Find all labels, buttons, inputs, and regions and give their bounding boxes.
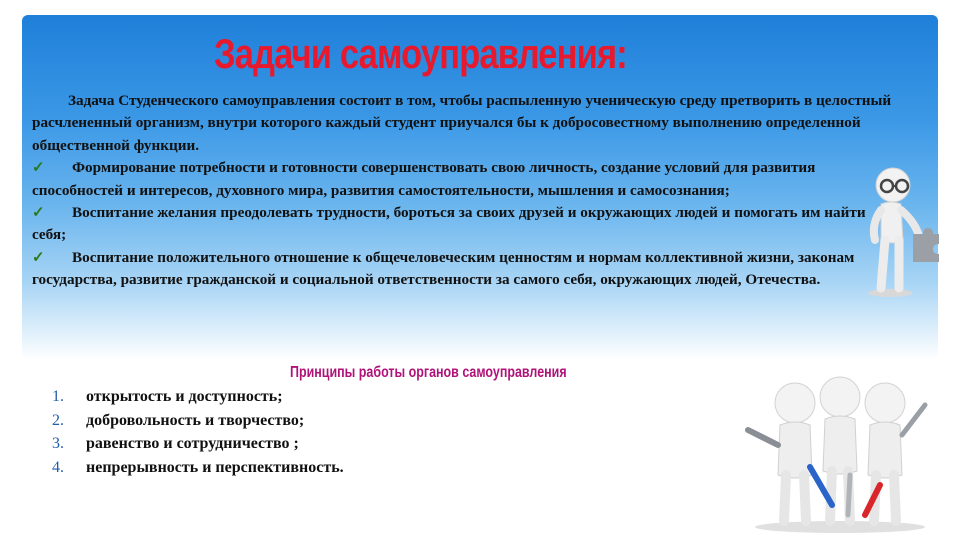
three-figures-with-tools-icon [740,375,945,535]
list-number: 1. [52,388,64,405]
checkmark-icon: ✓ [32,248,45,266]
intro-text: Задача Студенческого самоуправления состоит в том, чтобы распыленную ученическую среду претворить в целостный расчлененный организм, внутри которого каждый студент приучался бы к добросовестному выполнению определенной общественной функции. [32,92,892,154]
bullet-item [32,157,902,202]
checkmark-icon: ✓ [32,204,45,222]
principles-title: Принципы работы органов самоуправления [290,364,567,381]
bullet-item [32,247,902,292]
list-text: добровольность и творчество; [86,411,305,429]
list-text: открытость и доступность; [86,388,283,405]
list-item [52,385,344,409]
bullet-text: Воспитание желания преодолевать трудности, бороться за своих друзей и окружающих людей и помогать им найти себя; [32,204,866,244]
bullet-text: Воспитание положительного отношение к общечеловеческим ценностям и нормам коллективной жизни, законам государства, развитие гражданской и социальной ответственности за самого себя, окружающих людей, Отечества. [32,248,855,289]
list-item [52,409,344,433]
list-text: равенство и сотрудничество ; [86,435,299,452]
list-number: 2. [52,411,64,429]
intro-paragraph [32,90,902,157]
checkmark-icon: ✓ [32,159,45,177]
figure-with-puzzle-icon [845,160,940,300]
list-text: непрерывность и перспективность. [86,458,344,476]
tasks-text-block [32,90,902,292]
list-item [52,456,344,480]
list-number: 3. [52,435,64,452]
bullet-item [32,202,902,247]
slide-title: Задачи самоуправления: [214,30,627,77]
list-item [52,432,344,456]
bullet-text: Формирование потребности и готовности совершенствовать свою личность, создание условий для развития способностей и интересов, духовного мира, развития самостоятельности, мышления и самосознания; [32,159,816,199]
list-number: 4. [52,458,64,476]
principles-list [52,385,344,479]
